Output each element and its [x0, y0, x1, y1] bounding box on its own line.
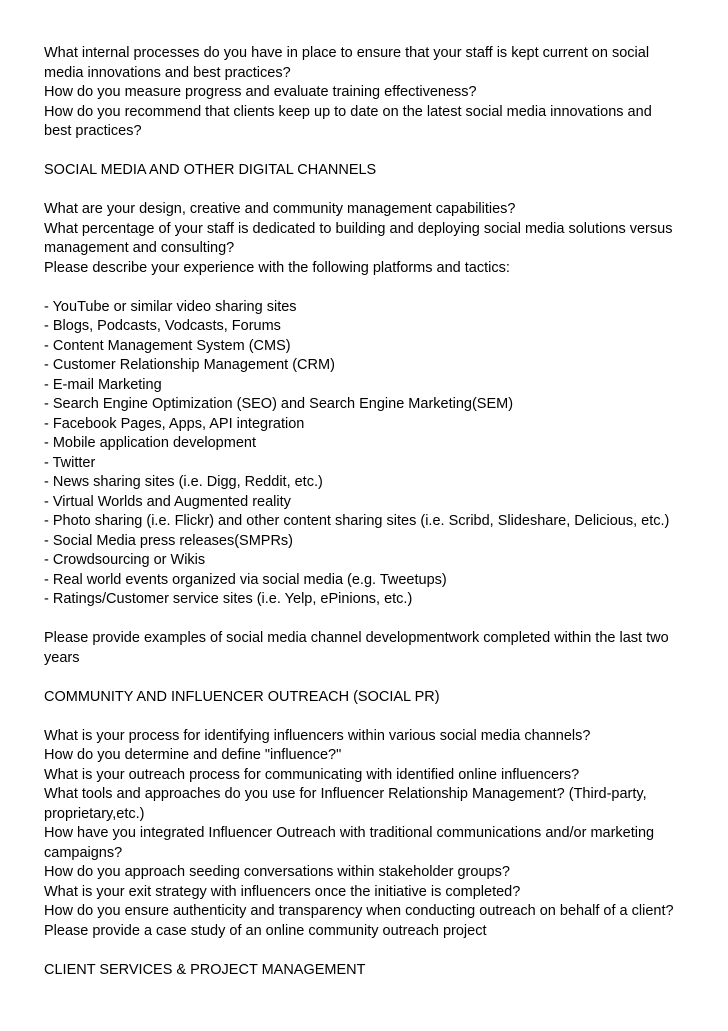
list-item: - Blogs, Podcasts, Vodcasts, Forums: [44, 318, 281, 334]
list-item: - Real world events organized via social media (e.g. Tweetups): [44, 571, 447, 588]
text-line: What is your outreach process for communicating with identified online influencers?: [44, 766, 580, 783]
list-item: - Virtual Worlds and Augmented reality: [44, 493, 291, 510]
list-item: - Ratings/Customer service sites (i.e. Yelp, ePinions, etc.): [44, 591, 413, 607]
text-line: campaigns?: [44, 844, 123, 861]
list-item: - E-mail Marketing: [44, 376, 162, 393]
text-line: What percentage of your staff is dedicated to building and deploying social media solutions versus: [44, 220, 673, 237]
text-line: What tools and approaches do you use for Influencer Relationship Management? (Third-party,: [44, 786, 647, 802]
list-item: - Customer Relationship Management (CRM): [44, 357, 335, 373]
blank-line: [44, 941, 694, 961]
blank-line: [44, 142, 694, 162]
list-item: - YouTube or similar video sharing sites: [44, 298, 297, 315]
text-line: How do you recommend that clients keep up to date on the latest social media innovations and: [44, 103, 652, 120]
list-item: - Facebook Pages, Apps, API integration: [44, 415, 305, 432]
document-page: [44, 44, 694, 980]
text-line: media innovations and best practices?: [44, 64, 291, 81]
text-line: How do you approach seeding conversations within stakeholder groups?: [44, 864, 510, 880]
text-line: How do you ensure authenticity and transparency when conducting outreach on behalf of a client?: [44, 903, 674, 919]
text-line: How do you measure progress and evaluate training effectiveness?: [44, 84, 477, 100]
text-line: What are your design, creative and community management capabilities?: [44, 201, 516, 217]
blank-line: [44, 610, 694, 630]
list-item: - Twitter: [44, 454, 96, 471]
blank-line: [44, 668, 694, 688]
section-heading: CLIENT SERVICES & PROJECT MANAGEMENT: [44, 961, 366, 978]
text-line: Please provide a case study of an online community outreach project: [44, 922, 487, 939]
text-line: What is your process for identifying influencers within various social media channels?: [44, 727, 591, 744]
list-item: - Social Media press releases(SMPRs): [44, 532, 293, 549]
list-item: - News sharing sites (i.e. Digg, Reddit, etc.): [44, 474, 323, 490]
blank-line: [44, 181, 694, 201]
text-line: Please provide examples of social media channel developmentwork completed within the last two: [44, 630, 669, 646]
section-heading: COMMUNITY AND INFLUENCER OUTREACH (SOCIAL PR): [44, 688, 440, 705]
text-line: proprietary,etc.): [44, 805, 145, 822]
list-item: - Content Management System (CMS): [44, 337, 291, 354]
section-heading: SOCIAL MEDIA AND OTHER DIGITAL CHANNELS: [44, 162, 377, 178]
list-item: - Crowdsourcing or Wikis: [44, 552, 206, 568]
text-line: Please describe your experience with the following platforms and tactics:: [44, 259, 510, 276]
list-item: - Photo sharing (i.e. Flickr) and other content sharing sites (i.e. Scribd, Slideshare, Delicious, etc.): [44, 513, 670, 529]
text-line: What is your exit strategy with influencers once the initiative is completed?: [44, 883, 521, 900]
text-line: How have you integrated Influencer Outreach with traditional communications and/or marketing: [44, 825, 655, 841]
blank-line: [44, 278, 694, 298]
list-item: - Mobile application development: [44, 435, 256, 451]
list-item: - Search Engine Optimization (SEO) and Search Engine Marketing(SEM): [44, 396, 514, 412]
text-line: best practices?: [44, 123, 142, 139]
text-line: management and consulting?: [44, 240, 235, 256]
text-line: How do you determine and define "influence?": [44, 747, 342, 763]
text-line: years: [44, 649, 80, 666]
text-line: What internal processes do you have in place to ensure that your staff is kept current on social: [44, 45, 650, 61]
blank-line: [44, 707, 694, 727]
